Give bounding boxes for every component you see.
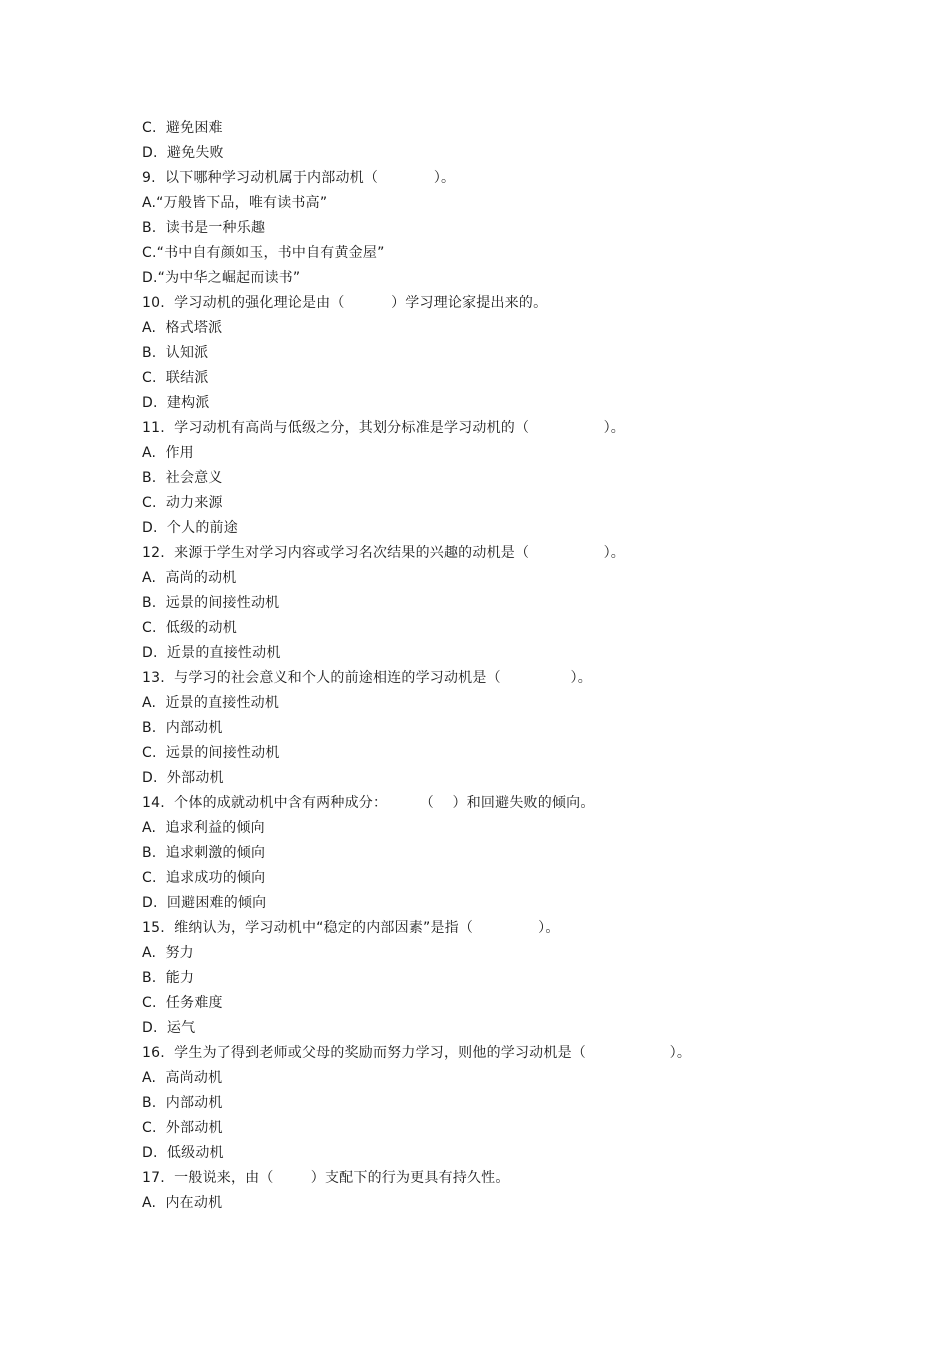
text-line: A.“万般皆下品，唯有读书高” <box>142 195 328 211</box>
text-line: C. 追求成功的倾向 <box>142 870 266 886</box>
text-line: 10. 学习动机的强化理论是由（ ）学习理论家提出来的。 <box>142 295 548 311</box>
text-line: C.“书中自有颜如玉，书中自有黄金屋” <box>142 245 385 261</box>
text-line: C. 动力来源 <box>142 495 223 511</box>
text-line: D.“为中华之崛起而读书” <box>142 270 301 286</box>
text-line: A. 近景的直接性动机 <box>142 695 280 711</box>
text-line: 14. 个体的成就动机中含有两种成分： （ ）和回避失败的倾向。 <box>142 795 595 811</box>
text-line: B. 追求刺激的倾向 <box>142 845 266 861</box>
text-line: D. 外部动机 <box>142 770 224 786</box>
question-text-block <box>142 116 862 1216</box>
text-line: 17. 一般说来，由（ ）支配下的行为更具有持久性。 <box>142 1170 510 1186</box>
text-line: D. 运气 <box>142 1020 196 1036</box>
text-line: A. 高尚的动机 <box>142 570 237 586</box>
text-line: D. 低级动机 <box>142 1145 224 1161</box>
text-line: A. 内在动机 <box>142 1195 223 1211</box>
text-line: 15. 维纳认为，学习动机中“稳定的内部因素”是指（ ）。 <box>142 920 560 936</box>
text-line: D. 避免失败 <box>142 145 224 161</box>
text-line: B. 读书是一种乐趣 <box>142 220 266 236</box>
text-line: A. 高尚动机 <box>142 1070 223 1086</box>
text-line: C. 外部动机 <box>142 1120 223 1136</box>
text-line: A. 作用 <box>142 445 194 461</box>
text-line: B. 内部动机 <box>142 1095 223 1111</box>
text-line: C. 避免困难 <box>142 120 223 136</box>
text-line: B. 社会意义 <box>142 470 223 486</box>
text-line: B. 远景的间接性动机 <box>142 595 280 611</box>
text-line: D. 近景的直接性动机 <box>142 645 281 661</box>
text-line: D. 个人的前途 <box>142 520 238 536</box>
text-line: B. 内部动机 <box>142 720 223 736</box>
text-line: C. 远景的间接性动机 <box>142 745 280 761</box>
text-line: C. 任务难度 <box>142 995 223 1011</box>
text-line: 9. 以下哪种学习动机属于内部动机（ ）。 <box>142 170 456 186</box>
text-line: C. 联结派 <box>142 370 209 386</box>
text-line: A. 努力 <box>142 945 194 961</box>
text-line: 11. 学习动机有高尚与低级之分，其划分标准是学习动机的（ ）。 <box>142 420 625 436</box>
text-line: 12. 来源于学生对学习内容或学习名次结果的兴趣的动机是（ ）。 <box>142 545 625 561</box>
text-line: D. 回避困难的倾向 <box>142 895 267 911</box>
text-line: A. 追求利益的倾向 <box>142 820 265 836</box>
text-line: 16. 学生为了得到老师或父母的奖励而努力学习，则他的学习动机是（ ）。 <box>142 1045 692 1061</box>
text-line: B. 能力 <box>142 970 195 986</box>
text-line: C. 低级的动机 <box>142 620 237 636</box>
text-line: A. 格式塔派 <box>142 320 223 336</box>
text-line: 13. 与学习的社会意义和个人的前途相连的学习动机是（ ）。 <box>142 670 592 686</box>
text-line: B. 认知派 <box>142 345 209 361</box>
text-line: D. 建构派 <box>142 395 210 411</box>
